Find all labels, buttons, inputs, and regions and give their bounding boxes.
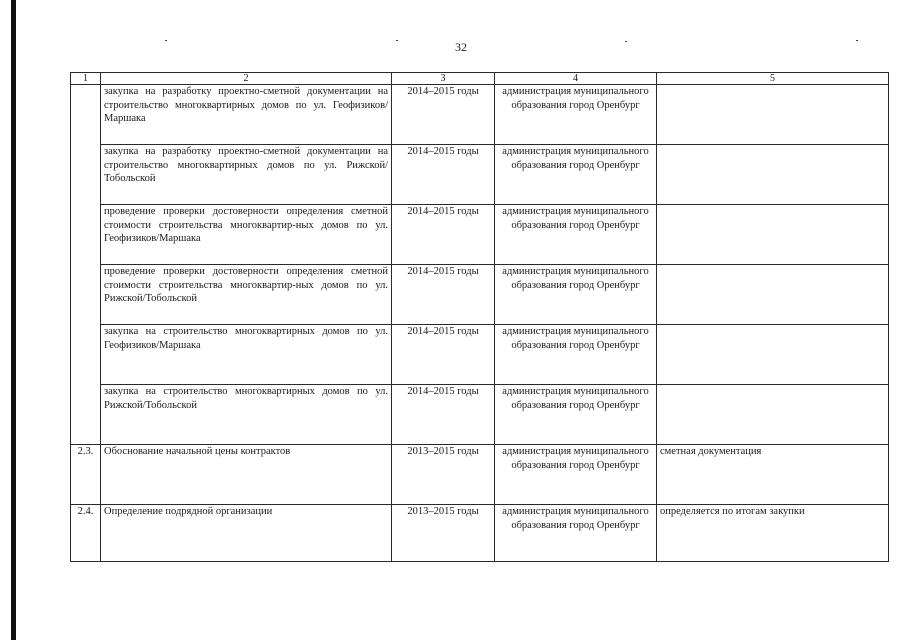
row-period: 2013–2015 годы	[392, 445, 495, 505]
table-row	[71, 205, 889, 265]
row-result	[657, 265, 889, 325]
row-result	[657, 325, 889, 385]
column-header: 3	[392, 73, 495, 85]
row-result: определяется по итогам закупки	[657, 505, 889, 562]
row-description: Обоснование начальной цены контрактов	[101, 445, 392, 505]
column-header: 4	[495, 73, 657, 85]
row-description: закупка на разработку проектно-сметной документации на строительство многоквартирных домов по ул. Геофизиков/Маршака	[101, 85, 392, 145]
scan-speck	[396, 40, 398, 41]
table-row	[71, 325, 889, 385]
table-row	[71, 85, 889, 145]
column-header: 1	[71, 73, 101, 85]
row-result	[657, 385, 889, 445]
row-description: закупка на строительство многоквартирных домов по ул. Геофизиков/Маршака	[101, 325, 392, 385]
row-period: 2014–2015 годы	[392, 385, 495, 445]
table-row	[71, 145, 889, 205]
row-responsible: администрация муниципального образования город Оренбург	[495, 505, 657, 562]
column-header: 2	[101, 73, 392, 85]
row-number: 2.4.	[71, 505, 101, 562]
row-period: 2014–2015 годы	[392, 85, 495, 145]
page-number: 32	[455, 40, 467, 54]
row-result	[657, 145, 889, 205]
row-number	[71, 265, 101, 325]
table-header-row	[71, 73, 889, 85]
row-result	[657, 205, 889, 265]
scan-edge-bar	[11, 0, 16, 640]
table-row	[71, 385, 889, 445]
row-number	[71, 145, 101, 205]
row-responsible: администрация муниципального образования город Оренбург	[495, 385, 657, 445]
row-responsible: администрация муниципального образования город Оренбург	[495, 445, 657, 505]
row-responsible: администрация муниципального образования город Оренбург	[495, 85, 657, 145]
row-period: 2014–2015 годы	[392, 325, 495, 385]
row-responsible: администрация муниципального образования город Оренбург	[495, 265, 657, 325]
row-number	[71, 385, 101, 445]
row-responsible: администрация муниципального образования город Оренбург	[495, 325, 657, 385]
column-header: 5	[657, 73, 889, 85]
row-result	[657, 85, 889, 145]
table-row	[71, 445, 889, 505]
row-result: сметная документация	[657, 445, 889, 505]
row-period: 2014–2015 годы	[392, 205, 495, 265]
row-period: 2013–2015 годы	[392, 505, 495, 562]
row-description: проведение проверки достоверности определения сметной стоимости строительства многоквартир-ных домов по ул. Геофизиков/Маршака	[101, 205, 392, 265]
row-description: Определение подрядной организации	[101, 505, 392, 562]
row-number: 2.3.	[71, 445, 101, 505]
row-description: проведение проверки достоверности определения сметной стоимости строительства многоквартир-ных домов по ул. Рижской/Тобольской	[101, 265, 392, 325]
table-row	[71, 265, 889, 325]
row-number	[71, 85, 101, 145]
row-number	[71, 325, 101, 385]
scan-speck	[625, 41, 627, 42]
table-row	[71, 505, 889, 562]
row-description: закупка на разработку проектно-сметной документации на строительство многоквартирных домов по ул. Рижской/Тобольской	[101, 145, 392, 205]
row-period: 2014–2015 годы	[392, 265, 495, 325]
row-description: закупка на строительство многоквартирных домов по ул. Рижской/Тобольской	[101, 385, 392, 445]
scan-speck	[856, 40, 858, 41]
activities-table	[70, 72, 889, 562]
row-responsible: администрация муниципального образования город Оренбург	[495, 145, 657, 205]
row-period: 2014–2015 годы	[392, 145, 495, 205]
row-responsible: администрация муниципального образования город Оренбург	[495, 205, 657, 265]
scan-speck	[165, 40, 167, 41]
row-number	[71, 205, 101, 265]
